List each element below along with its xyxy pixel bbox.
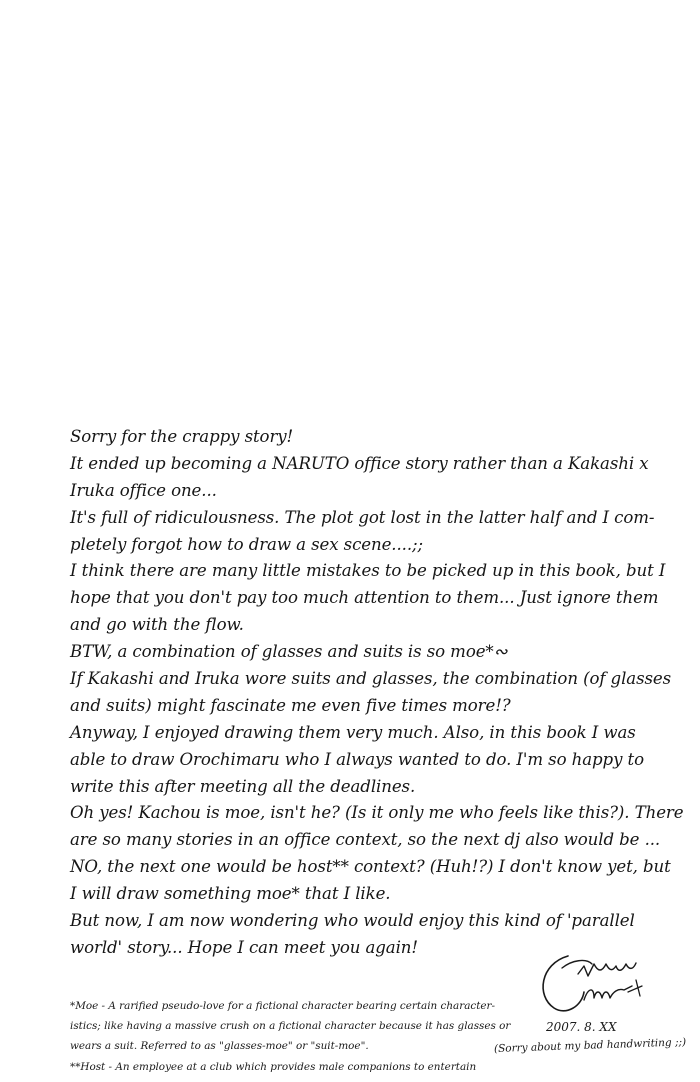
- afterword-line: hope that you don't pay too much attention to them... Just ignore them: [70, 588, 659, 608]
- afterword-line: pletely forgot how to draw a sex scene....;;: [70, 534, 423, 554]
- afterword-line: It's full of ridiculousness. The plot got lost in the latter half and I com-: [70, 507, 655, 527]
- footnotes: [70, 996, 510, 1077]
- footnote-line: **Host - An employee at a club which provides male companions to entertain: [70, 1060, 477, 1073]
- signature-date: 2007. 8. XX: [546, 1020, 617, 1034]
- footnote-line: wears a suit. Referred to as "glasses-moe" or "suit-moe".: [70, 1040, 369, 1053]
- afterword-line: and go with the flow.: [70, 615, 244, 635]
- afterword-line: Oh yes! Kachou is moe, isn't he? (Is it only me who feels like this?). There: [70, 803, 684, 823]
- afterword-line: Sorry for the crappy story!: [70, 427, 294, 446]
- afterword-line: are so many stories in an office context, so the next dj also would be ...: [70, 830, 661, 850]
- afterword-line: world' story... Hope I can meet you again!: [70, 937, 418, 957]
- afterword-line: BTW, a combination of glasses and suits is so moe*∾: [70, 642, 508, 662]
- afterword-line: write this after meeting all the deadlines.: [70, 776, 416, 796]
- afterword-line: NO, the next one would be host** context? (Huh!?) I don't know yet, but: [70, 857, 671, 877]
- afterword-text: [70, 424, 684, 962]
- afterword-line: But now, I am now wondering who would enjoy this kind of 'parallel: [70, 911, 635, 931]
- afterword-line: Iruka office one...: [70, 480, 217, 500]
- signature-apology: (Sorry about my bad handwriting ;;): [493, 1036, 687, 1055]
- handwritten-signature: [532, 950, 682, 1020]
- afterword-line: able to draw Orochimaru who I always wanted to do. I'm so happy to: [70, 749, 644, 769]
- afterword-line: and suits) might fascinate me even five times more!?: [70, 695, 511, 715]
- footnote-line: *Moe - A rarified pseudo-love for a fictional character bearing certain character-: [70, 1000, 496, 1012]
- afterword-line: If Kakashi and Iruka wore suits and glasses, the combination (of glasses: [70, 669, 672, 689]
- footnote-line: istics; like having a massive crush on a fictional character because it has glasses or: [70, 1020, 511, 1033]
- afterword-line: I will draw something moe* that I like.: [70, 884, 391, 904]
- afterword-line: It ended up becoming a NARUTO office story rather than a Kakashi x: [70, 453, 649, 473]
- afterword-line: Anyway, I enjoyed drawing them very much. Also, in this book I was: [70, 722, 636, 742]
- afterword-line: I think there are many little mistakes to be picked up in this book, but I: [70, 561, 666, 581]
